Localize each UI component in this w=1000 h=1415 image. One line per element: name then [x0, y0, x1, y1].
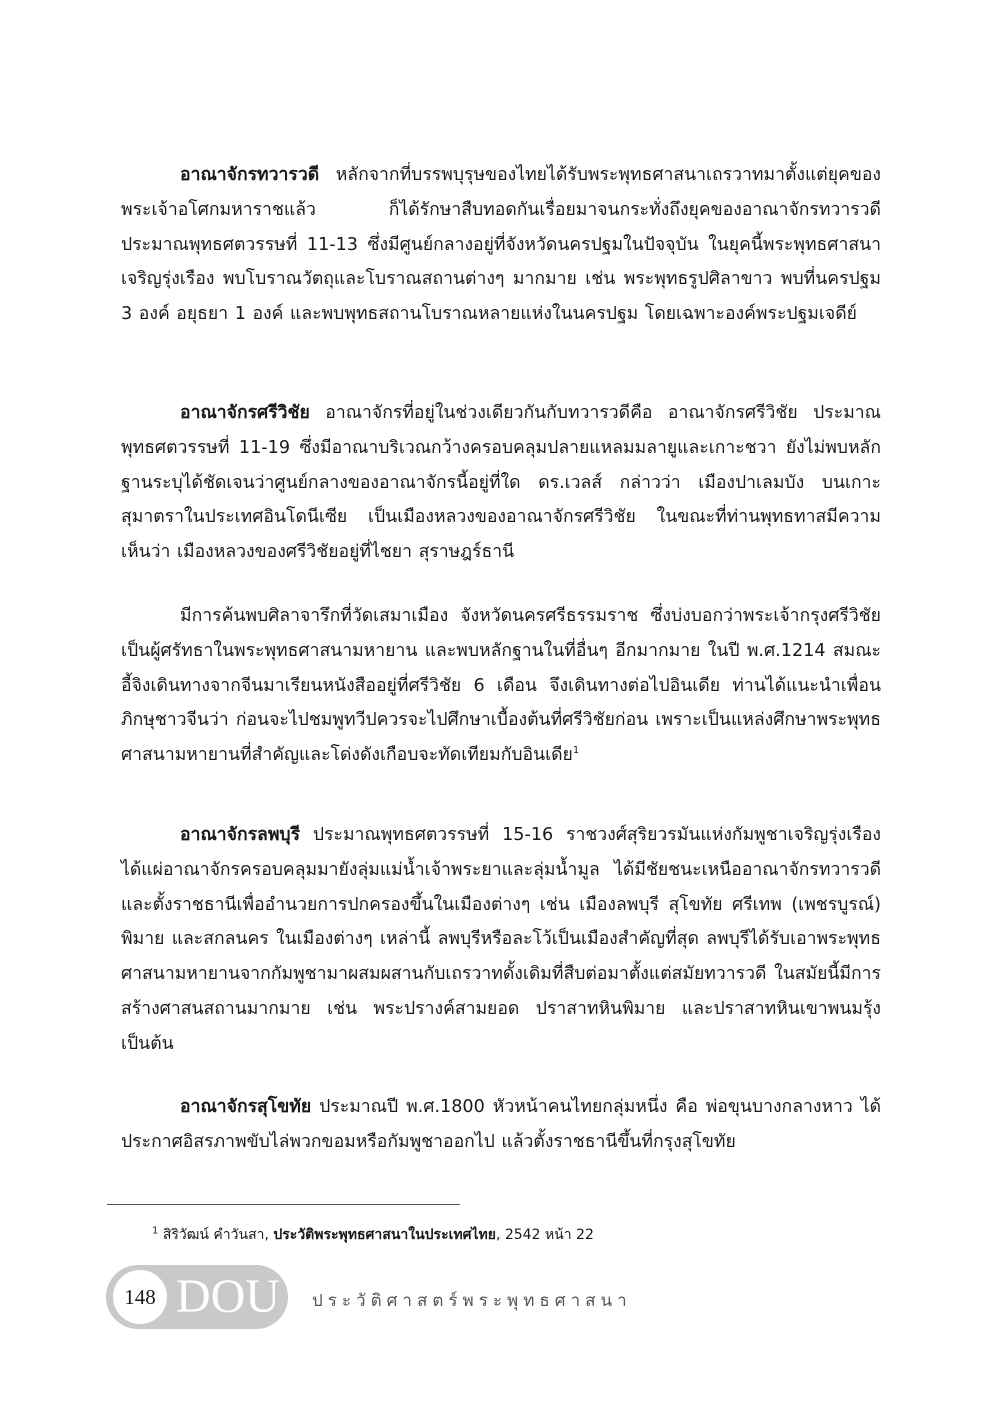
heading-srivijaya: อาณาจักรศรีวิชัย	[180, 403, 310, 423]
heading-dvaravati: อาณาจักรทวารวดี	[180, 165, 320, 185]
body-dvaravati: หลักจากที่บรรพบุรุษของไทยได้รับพระพุทธศาสนาเถรวาทมาตั้งแต่ยุคของพระเจ้าอโศกมหาราชแล้ว ก็ได้รักษาสืบทอดกันเรื่อยมาจนกระทั่งถึงยุคของอาณาจักรทวารวดี ประมาณพุทธศตวรรษที่ 11-13 ซึ่งมีศูนย์กลางอยู่ที่จังหวัดนครปฐมในปัจจุบัน ในยุคนี้พระพุทธศาสนาเจริญรุ่งเรือง พบโบราณวัตถุและโบราณสถานต่างๆ มากมาย เช่น พระพุทธรูปศิลาขาว พบที่นครปฐม 3 องค์ อยุธยา 1 องค์ และพบพุทธสถานโบราณหลายแห่งในนครปฐม โดยเฉพาะองค์พระปฐมเจดีย์	[121, 165, 881, 325]
footnote-details: , 2542 หน้า 22	[495, 1227, 594, 1243]
dou-logo: DOU	[176, 1270, 280, 1323]
heading-lopburi: อาณาจักรลพบุรี	[180, 825, 301, 845]
body-srivijaya: อาณาจักรที่อยู่ในช่วงเดียวกันกับทวารวดีคือ อาณาจักรศรีวิชัย ประมาณพุทธศตวรรษที่ 11-19 ซึ่งมีอาณาบริเวณกว้างครอบคลุมปลายแหลมมลายูและเกาะชวา ยังไม่พบหลักฐานระบุได้ชัดเจนว่าศูนย์กลางของอาณาจักรนี้อยู่ที่ใด ดร.เวลส์ กล่าวว่า เมืองปาเลมบัง บนเกาะสุมาตราในประเทศอินโดนีเซีย เป็นเมืองหลวงของอาณาจักรศรีวิชัย ในขณะที่ท่านพุทธทาสมีความเห็นว่า เมืองหลวงของศรีวิชัยอยู่ที่ไชยา สุราษฎร์ธานี	[121, 403, 882, 563]
footnote-number: 1	[152, 1225, 159, 1237]
heading-sukhothai: อาณาจักรสุโขทัย	[180, 1097, 312, 1117]
paragraph-lopburi	[121, 818, 881, 1062]
footnote-title: ประวัติพระพุทธศาสนาในประเทศไทย	[273, 1227, 496, 1243]
body-sukhothai: ประมาณปี พ.ศ.1800 หัวหน้าคนไทยกลุ่มหนึ่ง คือ พ่อขุนบางกลางหาว ได้ประกาศอิสรภาพขับไล่พวกขอมหรือกัมพูชาออกไป แล้วตั้งราชธานีขึ้นที่กรุงสุโขทัย	[121, 1097, 882, 1152]
running-footer-title: ประวัติศาสตร์พระพุทธศาสนา	[312, 1291, 632, 1311]
body-inscription: มีการค้นพบศิลาจารึกที่วัดเสมาเมือง จังหวัดนครศรีธรรมราช ซึ่งบ่งบอกว่าพระเจ้ากรุงศรีวิชัยเป็นผู้ศรัทธาในพระพุทธศาสนามหายาน และพบหลักฐานในที่อื่นๆ อีกมากมาย ในปี พ.ศ.1214 สมณะอี้จิงเดินทางจากจีนมาเรียนหนังสืออยู่ที่ศรีวิชัย 6 เดือน จึงเดินทางต่อไปอินเดีย ท่านได้แนะนำเพื่อนภิกษุชาวจีนว่า ก่อนจะไปชมพูทวีปควรจะไปศึกษาเบื้องต้นที่ศรีวิชัยก่อน เพราะเป็นแหล่งศึกษาพระพุทธศาสนามหายานที่สำคัญและโด่งดังเกือบจะทัดเทียมกับอินเดีย	[121, 606, 881, 766]
footnote-reference[interactable]: 1	[572, 745, 580, 757]
paragraph-sukhothai	[121, 1090, 881, 1160]
page-number: 148	[113, 1270, 167, 1324]
paragraph-srivijaya	[121, 396, 881, 570]
paragraph-dvaravati	[121, 158, 881, 332]
footnote-divider	[107, 1204, 460, 1205]
footnote-author: สิริวัฒน์ คำวันสา,	[162, 1227, 269, 1243]
paragraph-inscription	[121, 599, 881, 773]
footnote	[152, 1224, 594, 1246]
body-lopburi: ประมาณพุทธศตวรรษที่ 15-16 ราชวงศ์สุริยวรมันแห่งกัมพูชาเจริญรุ่งเรือง ได้แผ่อาณาจักรครอบคลุมมายังลุ่มแม่น้ำเจ้าพระยาและลุ่มน้ำมูล ได้มีชัยชนะเหนืออาณาจักรทวารวดี และตั้งราชธานีเพื่ออำนวยการปกครองขึ้นในเมืองต่างๆ เช่น เมืองลพบุรี สุโขทัย ศรีเทพ (เพชรบูรณ์) พิมาย และสกลนคร ในเมืองต่างๆ เหล่านี้ ลพบุรีหรือละโว้เป็นเมืองสำคัญที่สุด ลพบุรีได้รับเอาพระพุทธศาสนามหายานจากกัมพูชามาผสมผสานกับเถรวาทดั้งเดิมที่สืบต่อมาตั้งแต่สมัยทวารวดี ในสมัยนี้มีการสร้างศาสนสถานมากมาย เช่น พระปรางค์สามยอด ปราสาทหินพิมาย และปราสาทหินเขาพนมรุ้ง เป็นต้น	[121, 825, 882, 1054]
